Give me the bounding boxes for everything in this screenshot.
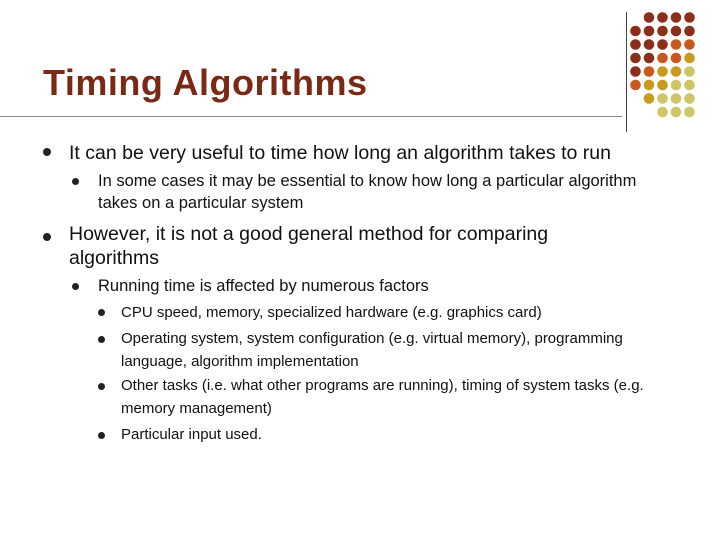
- decorative-dot: [684, 66, 695, 77]
- decorative-dot: [644, 26, 655, 37]
- decorative-dot: [630, 39, 641, 50]
- bullet-level1-text: It can be very useful to time how long an algorithm takes to run: [69, 142, 611, 164]
- bullet-level2-text: In some cases it may be essential to know how long a particular algorithm takes on a particular system: [98, 172, 637, 212]
- decorative-dot: [630, 26, 641, 37]
- decorative-dot: [657, 26, 668, 37]
- vertical-divider: [626, 12, 627, 132]
- decorative-dot: [671, 39, 682, 50]
- decorative-dot: [644, 93, 655, 104]
- decorative-dot: [684, 80, 695, 91]
- decorative-dot: [630, 53, 641, 64]
- decorative-dot: [671, 80, 682, 91]
- decorative-dot: [644, 80, 655, 91]
- dot-grid-group: [630, 12, 695, 117]
- decorative-dot: [644, 39, 655, 50]
- decorative-dot: [657, 53, 668, 64]
- decorative-dot: [684, 93, 695, 104]
- decorative-dot: [684, 12, 695, 23]
- slide-title: Timing Algorithms: [43, 62, 368, 103]
- bullet-level3-text: Operating system, system configuration (e.g. virtual memory), programming language, algorithm implementation: [121, 330, 623, 370]
- decorative-dot: [671, 12, 682, 23]
- decorative-dot: [657, 80, 668, 91]
- bullet-icon: [98, 432, 105, 439]
- bullet-level3-text: CPU speed, memory, specialized hardware (e.g. graphics card): [121, 304, 542, 321]
- decorative-dot: [657, 107, 668, 118]
- decorative-dot: [671, 66, 682, 77]
- decorative-dot: [671, 107, 682, 118]
- decorative-dot: [630, 80, 641, 91]
- decorative-dot: [684, 53, 695, 64]
- bullet-level2-text: Running time is affected by numerous factors: [98, 277, 429, 295]
- bullet-icon: [98, 336, 105, 343]
- bullet-icon: [72, 178, 79, 185]
- decorative-dot: [671, 26, 682, 37]
- decorative-dot: [657, 66, 668, 77]
- decorative-dot: [630, 66, 641, 77]
- decorative-dot: [684, 107, 695, 118]
- decorative-dot: [684, 39, 695, 50]
- bullet-level3-text: Particular input used.: [121, 426, 262, 443]
- decorative-dot: [671, 53, 682, 64]
- decorative-dot: [657, 12, 668, 23]
- bullet-level3-text: Other tasks (i.e. what other programs are running), timing of system tasks (e.g. memory management): [121, 377, 644, 417]
- decorative-dot: [657, 93, 668, 104]
- bullet-icon: [72, 283, 79, 290]
- decorative-dot: [644, 12, 655, 23]
- bullet-icon: [43, 233, 51, 241]
- decorative-dot: [671, 93, 682, 104]
- bullet-icon: [98, 309, 105, 316]
- decorative-dot: [657, 39, 668, 50]
- decorative-dot: [644, 66, 655, 77]
- title-underline: [0, 116, 622, 117]
- decorative-dot: [684, 26, 695, 37]
- bullet-icon: [43, 148, 51, 156]
- bullet-icon: [98, 383, 105, 390]
- decorative-dot: [644, 53, 655, 64]
- bullet-level1-text: However, it is not a good general method for comparing algorithms: [69, 223, 549, 269]
